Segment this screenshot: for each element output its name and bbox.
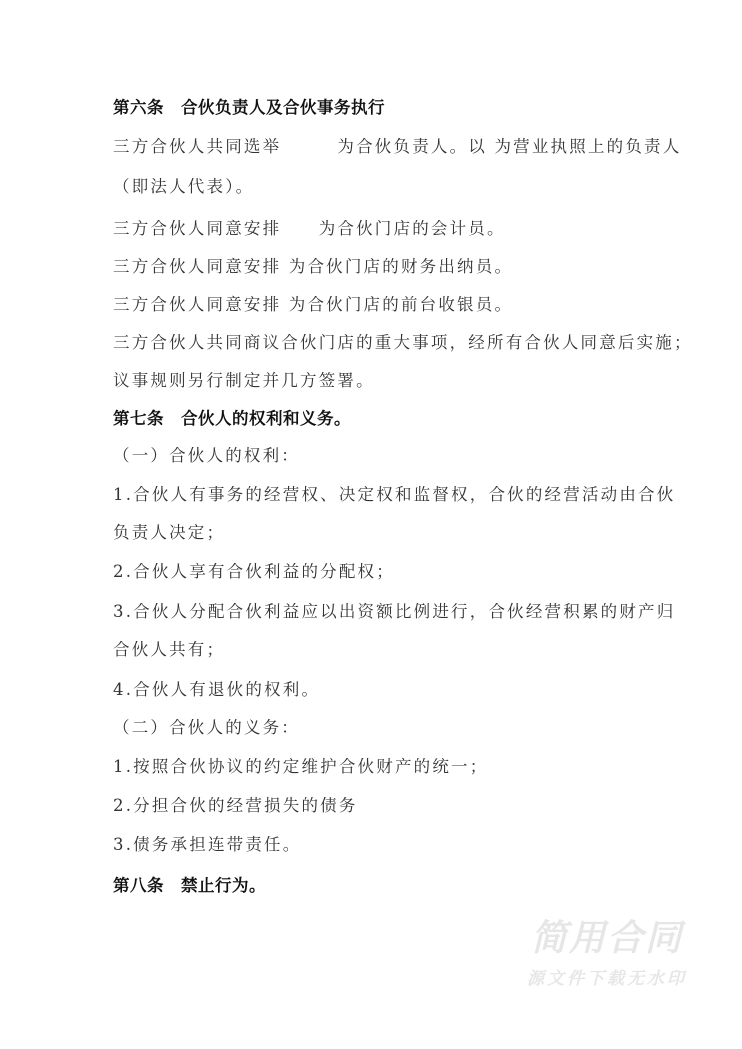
list-item: 1.合伙人有事务的经营权、决定权和监督权，合伙的经营活动由合伙 xyxy=(113,485,676,504)
list-item-continuation: 负责人决定； xyxy=(113,523,226,542)
article-6-heading: 第六条 合伙负责人及合伙事务执行 xyxy=(113,98,385,117)
paragraph-line: 三方合伙人同意安排 为合伙门店的财务出纳员。 xyxy=(113,257,514,276)
paragraph-line: 议事规则另行制定并几方签署。 xyxy=(113,371,375,390)
list-item-continuation: 合伙人共有； xyxy=(113,640,226,659)
list-item: 1.按照合伙协议的约定维护合伙财产的统一； xyxy=(113,757,489,776)
list-item: 4.合伙人有退伙的权利。 xyxy=(113,680,321,699)
subsection-obligations: （二）合伙人的义务： xyxy=(113,718,300,737)
list-item: 2.分担合伙的经营损失的债务 xyxy=(113,796,358,815)
list-item: 3.债务承担连带责任。 xyxy=(113,835,302,854)
paragraph-line: 三方合伙人共同选举 为合伙负责人。以 为营业执照上的负责人 xyxy=(113,137,682,156)
list-item: 3.合伙人分配合伙利益应以出资额比例进行，合伙经营积累的财产归 xyxy=(113,602,676,621)
paragraph-line: （即法人代表）。 xyxy=(113,177,255,196)
paragraph-line: 三方合伙人共同商议合伙门店的重大事项，经所有合伙人同意后实施； xyxy=(113,333,693,352)
article-7-heading: 第七条 合伙人的权利和义务。 xyxy=(113,409,351,428)
article-8-heading: 第八条 禁止行为。 xyxy=(113,876,266,895)
list-item: 2.合伙人享有合伙利益的分配权； xyxy=(113,562,395,581)
subsection-rights: （一）合伙人的权利： xyxy=(113,446,300,465)
paragraph-line: 三方合伙人同意安排 为合伙门店的会计员。 xyxy=(113,219,506,238)
watermark-tagline: 源文件下载无水印 xyxy=(527,969,687,989)
watermark-brand: 简用合同 xyxy=(530,918,683,959)
paragraph-line: 三方合伙人同意安排 为合伙门店的前台收银员。 xyxy=(113,295,514,314)
watermark xyxy=(512,918,702,992)
